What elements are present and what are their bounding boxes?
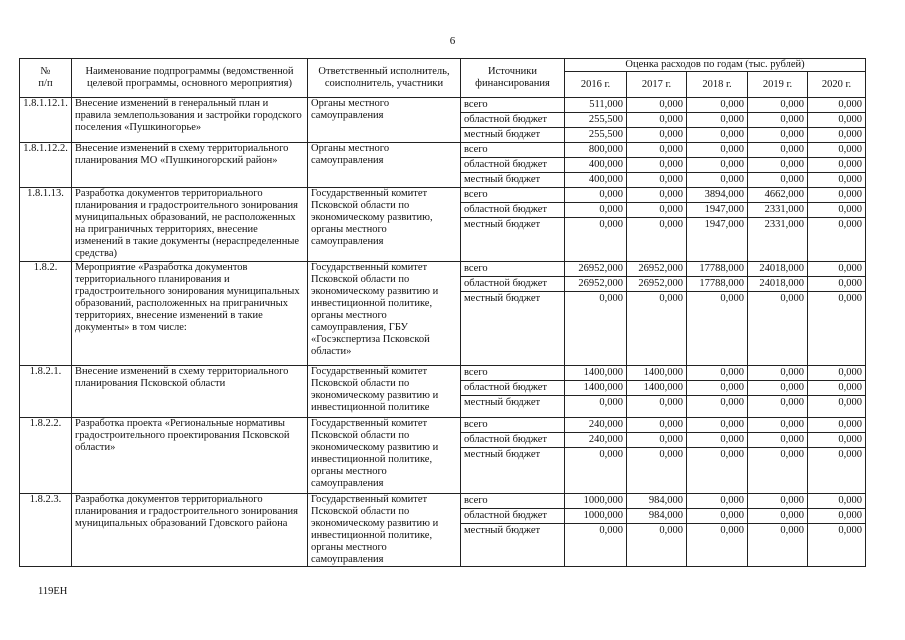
amount-value: 0,000 [808,433,865,448]
amount-value: 0,000 [627,203,686,218]
amount-value: 0,000 [748,381,807,396]
year-values [808,188,866,262]
amount-value: 2331,000 [748,203,807,218]
year-values [565,143,627,188]
year-values [687,188,748,262]
row-number: 1.8.1.12.2. [20,143,72,188]
year-values [627,98,687,143]
amount-value: 0,000 [808,509,865,524]
table-row [20,418,866,494]
year-values [808,366,866,418]
row-executor: Государственный комитет Псковской области по экономическому развитию и инвестиционной политике [308,366,461,418]
row-executor: Органы местного самоуправления [308,98,461,143]
row-sources [461,494,565,567]
amount-value: 240,000 [565,433,626,448]
row-sources [461,262,565,366]
row-sources [461,143,565,188]
funding-source: местный бюджет [464,525,541,536]
year-values [565,418,627,494]
amount-value: 0,000 [687,418,747,433]
year-values [627,143,687,188]
amount-value: 0,000 [808,277,865,292]
amount-value: 1400,000 [627,381,686,396]
header-executor: Ответственный исполнитель, соисполнитель, участники [308,59,461,98]
year-values [687,418,748,494]
amount-value: 0,000 [659,525,683,536]
funding-source: всего [461,418,564,433]
amount-value: 0,000 [687,113,747,128]
amount-value: 984,000 [627,494,686,509]
amount-value: 0,000 [838,449,862,460]
amount-value: 24018,000 [748,277,807,292]
amount-value: 0,000 [659,174,683,185]
amount-value: 0,000 [599,397,623,408]
year-values [808,262,866,366]
row-number: 1.8.2.2. [20,418,72,494]
year-values [748,418,808,494]
amount-value: 984,000 [627,509,686,524]
year-values [808,494,866,567]
header-year-2018: 2018 г. [687,72,748,98]
row-number: 1.8.2.1. [20,366,72,418]
amount-value: 0,000 [838,397,862,408]
table-header [20,59,866,98]
amount-value: 1400,000 [627,366,686,381]
amount-value: 0,000 [659,129,683,140]
amount-value: 1400,000 [565,366,626,381]
amount-value: 1947,000 [687,203,747,218]
amount-value: 255,500 [588,129,623,140]
amount-value: 255,500 [565,113,626,128]
amount-value: 0,000 [659,449,683,460]
amount-value: 0,000 [627,98,686,113]
amount-value: 0,000 [687,494,747,509]
amount-value: 0,000 [687,366,747,381]
amount-value: 400,000 [588,174,623,185]
amount-value: 511,000 [565,98,626,113]
table-row [20,98,866,143]
year-values [748,98,808,143]
amount-value: 0,000 [838,174,862,185]
amount-value: 0,000 [687,98,747,113]
amount-value: 0,000 [659,293,683,304]
row-name: Внесение изменений в генеральный план и правила землепользования и застройки городского поселения «Пушкиногорье» [72,98,308,143]
amount-value: 0,000 [627,143,686,158]
funding-source: всего [461,98,564,113]
amount-value: 0,000 [748,433,807,448]
amount-value: 0,000 [808,366,865,381]
amount-value: 0,000 [687,433,747,448]
amount-value: 1400,000 [565,381,626,396]
amount-value: 0,000 [808,262,865,277]
row-executor: Государственный комитет Псковской области по экономическому развитию и инвестиционной политике, органы местного самоуправления, ГБУ «Госэкспертиза Псковской области» [308,262,461,366]
year-values [748,262,808,366]
funding-source: местный бюджет [464,174,541,185]
row-executor: Государственный комитет Псковской области по экономическому развитию и инвестиционной политике, органы местного самоуправления [308,418,461,494]
amount-value: 0,000 [808,143,865,158]
amount-value: 0,000 [748,494,807,509]
funding-source: всего [461,262,564,277]
amount-value: 26952,000 [565,262,626,277]
amount-value: 17788,000 [687,277,747,292]
amount-value: 0,000 [748,158,807,173]
year-values [808,143,866,188]
row-name: Разработка проекта «Региональные нормативы градостроительного проектирования Псковской области» [72,418,308,494]
year-values [748,143,808,188]
funding-source: местный бюджет [464,129,541,140]
table-row [20,494,866,567]
funding-source: местный бюджет [464,397,541,408]
funding-source: областной бюджет [461,158,564,173]
year-values [748,188,808,262]
row-sources [461,418,565,494]
row-name: Внесение изменений в схему территориального планирования Псковской области [72,366,308,418]
funding-source: областной бюджет [461,113,564,128]
year-values [687,143,748,188]
year-values [627,494,687,567]
funding-source: всего [461,494,564,509]
amount-value: 0,000 [838,219,862,230]
amount-value: 0,000 [599,293,623,304]
amount-value: 2331,000 [764,219,804,230]
row-executor: Государственный комитет Псковской области по экономическому развитию и инвестиционной политике, органы местного самоуправления [308,494,461,567]
header-estimate: Оценка расходов по годам (тыс. рублей) [565,59,866,72]
funding-source: областной бюджет [461,509,564,524]
row-sources [461,188,565,262]
row-name: Внесение изменений в схему территориального планирования МО «Пушкиногорский район» [72,143,308,188]
amount-value: 0,000 [720,397,744,408]
amount-value: 0,000 [687,158,747,173]
amount-value: 0,000 [748,366,807,381]
amount-value: 0,000 [808,98,865,113]
funding-source: местный бюджет [464,449,541,460]
header-num: № п/п [20,59,72,98]
amount-value: 0,000 [599,449,623,460]
amount-value: 0,000 [627,418,686,433]
funding-source: областной бюджет [461,203,564,218]
header-name: Наименование подпрограммы (ведомственной целевой программы, основного мероприятия) [72,59,308,98]
row-name: Разработка документов территориального планирования и градостроительного зонирования муниципальных образований Гдовского района [72,494,308,567]
year-values [565,98,627,143]
header-year-2016: 2016 г. [565,72,627,98]
funding-source: всего [461,188,564,203]
amount-value: 26952,000 [565,277,626,292]
amount-value: 0,000 [627,188,686,203]
funding-source: областной бюджет [461,433,564,448]
row-number: 1.8.2. [20,262,72,366]
table-row [20,143,866,188]
row-name: Мероприятие «Разработка документов территориального планирования и градостроительного зонирования муниципальных образований, расположенных на приграничных территориях, внесение изменений в такие документы» в том числе: [72,262,308,366]
year-values [748,366,808,418]
table-row [20,366,866,418]
table-row [20,262,866,366]
expenditure-table [19,58,866,567]
amount-value: 0,000 [838,293,862,304]
year-values [565,262,627,366]
amount-value: 0,000 [565,203,626,218]
amount-value: 0,000 [748,113,807,128]
year-values [687,494,748,567]
header-year-2017: 2017 г. [627,72,687,98]
funding-source: местный бюджет [464,293,541,304]
header-year-2019: 2019 г. [748,72,808,98]
year-values [687,262,748,366]
year-values [748,494,808,567]
year-values [627,188,687,262]
row-number: 1.8.1.13. [20,188,72,262]
amount-value: 0,000 [720,449,744,460]
row-name: Разработка документов территориального планирования и градостроительного зонирования муниципальных образований, не расположенных на приграничных территориях, внесение изменений в такие документы (нераспределенные средства) [72,188,308,262]
amount-value: 0,000 [780,449,804,460]
amount-value: 0,000 [659,397,683,408]
funding-source: всего [461,366,564,381]
year-values [627,418,687,494]
amount-value: 0,000 [659,219,683,230]
funding-source: местный бюджет [464,219,541,230]
page-number: 6 [449,35,456,47]
amount-value: 0,000 [627,433,686,448]
amount-value: 0,000 [720,129,744,140]
table-body [20,98,866,567]
amount-value: 0,000 [748,509,807,524]
header-sources: Источники финансирования [461,59,565,98]
amount-value: 0,000 [838,129,862,140]
amount-value: 0,000 [687,509,747,524]
amount-value: 0,000 [599,525,623,536]
amount-value: 0,000 [627,158,686,173]
amount-value: 17788,000 [687,262,747,277]
year-values [565,188,627,262]
amount-value: 0,000 [780,397,804,408]
amount-value: 0,000 [808,418,865,433]
amount-value: 1000,000 [565,494,626,509]
amount-value: 0,000 [748,418,807,433]
amount-value: 26952,000 [627,277,686,292]
amount-value: 0,000 [780,525,804,536]
footer-code: 119ЕН [38,586,68,597]
year-values [687,98,748,143]
amount-value: 0,000 [780,174,804,185]
amount-value: 24018,000 [748,262,807,277]
amount-value: 240,000 [565,418,626,433]
amount-value: 0,000 [627,113,686,128]
amount-value: 0,000 [687,143,747,158]
amount-value: 0,000 [780,293,804,304]
amount-value: 0,000 [599,219,623,230]
row-sources [461,98,565,143]
table-row [20,188,866,262]
row-executor: Органы местного самоуправления [308,143,461,188]
year-values [808,418,866,494]
funding-source: всего [461,143,564,158]
amount-value: 400,000 [565,158,626,173]
amount-value: 0,000 [808,494,865,509]
amount-value: 0,000 [748,143,807,158]
amount-value: 0,000 [808,203,865,218]
row-sources [461,366,565,418]
year-values [687,366,748,418]
year-values [627,262,687,366]
year-values [565,366,627,418]
amount-value: 4662,000 [748,188,807,203]
amount-value: 0,000 [748,98,807,113]
amount-value: 1000,000 [565,509,626,524]
amount-value: 0,000 [720,525,744,536]
amount-value: 1947,000 [704,219,744,230]
amount-value: 0,000 [720,293,744,304]
year-values [808,98,866,143]
amount-value: 0,000 [720,174,744,185]
amount-value: 26952,000 [627,262,686,277]
row-number: 1.8.2.3. [20,494,72,567]
row-executor: Государственный комитет Псковской области по экономическому развитию, органы местного самоуправления [308,188,461,262]
year-values [565,494,627,567]
amount-value: 0,000 [808,113,865,128]
amount-value: 0,000 [565,188,626,203]
year-values [627,366,687,418]
amount-value: 0,000 [808,381,865,396]
funding-source: областной бюджет [461,381,564,396]
amount-value: 0,000 [808,188,865,203]
header-year-2020: 2020 г. [808,72,866,98]
row-number: 1.8.1.12.1. [20,98,72,143]
amount-value: 0,000 [780,129,804,140]
amount-value: 3894,000 [687,188,747,203]
amount-value: 0,000 [687,381,747,396]
funding-source: областной бюджет [461,277,564,292]
amount-value: 800,000 [565,143,626,158]
amount-value: 0,000 [838,525,862,536]
amount-value: 0,000 [808,158,865,173]
